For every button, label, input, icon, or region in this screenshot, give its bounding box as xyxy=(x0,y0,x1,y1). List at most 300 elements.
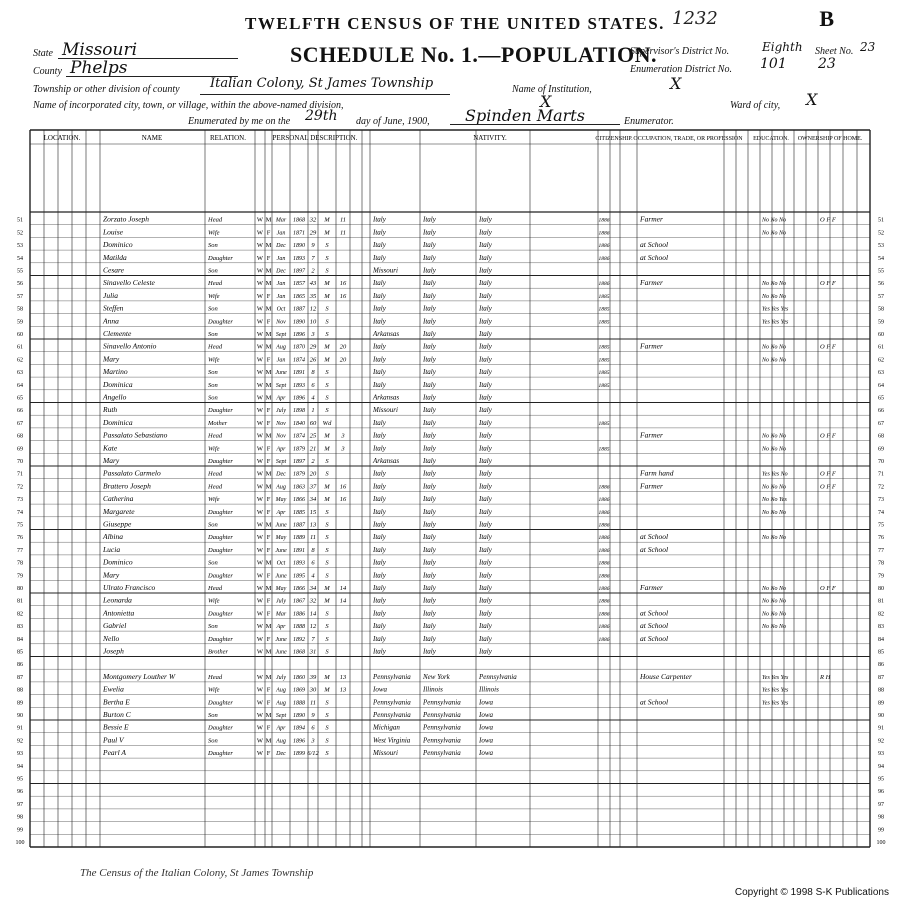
row-age: 32 xyxy=(309,597,317,605)
row-occupation: Farm hand xyxy=(640,468,674,478)
row-name: Burton C xyxy=(103,710,131,719)
row-occupation: Farmer xyxy=(640,214,663,224)
row-birth-month: Apr xyxy=(276,624,286,631)
row-line-number-right: 69 xyxy=(878,446,884,453)
row-marital: M xyxy=(324,280,330,288)
row-line-number-right: 88 xyxy=(878,687,884,694)
row-birth-year: 1857 xyxy=(293,281,305,288)
enumerator-label: Enumerator. xyxy=(624,116,674,127)
row-age: 6/12 xyxy=(307,750,319,758)
row-education: Yes Yes Yes xyxy=(762,674,789,681)
row-marital: M xyxy=(324,343,330,351)
row-line-number-right: 98 xyxy=(878,814,884,821)
row-line-number-right: 77 xyxy=(878,547,884,554)
row-birth-year: 1893 xyxy=(293,255,305,262)
row-color: W xyxy=(256,419,264,427)
row-birthplace: Italy xyxy=(373,596,386,605)
row-relation: Son xyxy=(208,369,218,377)
row-sex: M xyxy=(265,673,272,681)
row-birth-year: 1891 xyxy=(293,547,305,554)
row-birth-year: 1893 xyxy=(293,382,305,389)
row-name: Louise xyxy=(103,227,124,237)
row-birthplace: Pennsylvania xyxy=(373,672,411,681)
row-birthplace-father: Italy xyxy=(423,253,436,262)
row-name: Brattero Joseph xyxy=(103,481,151,491)
row-sex: M xyxy=(265,712,272,719)
row-name: Bessie E xyxy=(103,722,129,732)
row-line-number-right: 96 xyxy=(878,789,884,796)
row-line-number: 74 xyxy=(17,509,23,516)
row-birthplace: Michigan xyxy=(373,723,400,732)
state-value: Missouri xyxy=(62,40,138,60)
row-line-number: 99 xyxy=(17,827,23,834)
row-birth-month: May xyxy=(275,535,287,542)
row-sex: F xyxy=(266,546,271,554)
row-ownership: O F F xyxy=(820,432,836,440)
row-birthplace-father: Italy xyxy=(423,431,436,440)
row-sex: M xyxy=(265,305,272,313)
row-occupation: at School xyxy=(640,608,669,618)
row-birthplace-mother: Italy xyxy=(479,584,492,592)
row-years-married: 3 xyxy=(341,432,345,440)
row-line-number-right: 56 xyxy=(878,281,884,288)
row-birth-year: 1860 xyxy=(293,674,305,681)
row-marital: S xyxy=(325,546,329,554)
row-name: Mary xyxy=(103,354,120,364)
row-color: W xyxy=(256,292,264,300)
row-birth-month: Apr xyxy=(276,509,286,516)
row-line-number-right: 100 xyxy=(876,840,886,846)
row-birthplace-father: Italy xyxy=(423,444,436,453)
row-relation: Head xyxy=(208,673,223,681)
row-ownership: O F F xyxy=(820,280,836,288)
row-sex: M xyxy=(265,267,272,275)
row-birth-month: Oct xyxy=(276,560,286,567)
row-age: 6 xyxy=(311,381,315,389)
row-relation: Wife xyxy=(208,229,220,237)
row-ownership: O F F xyxy=(820,343,836,351)
ward-value: X xyxy=(806,90,818,109)
row-age: 2 xyxy=(311,267,315,275)
row-birth-year: 1885 xyxy=(293,509,305,516)
row-line-number-right: 65 xyxy=(878,395,884,402)
row-marital: S xyxy=(325,750,329,758)
row-relation: Son xyxy=(208,331,218,338)
copyright-notice: Copyright © 1998 S-K Publications xyxy=(734,887,889,898)
row-birthplace: Italy xyxy=(373,495,386,504)
row-marital: M xyxy=(324,445,330,453)
row-birthplace-mother: Italy xyxy=(479,520,492,529)
row-relation: Daughter xyxy=(208,508,233,516)
row-name: Gabriel xyxy=(103,621,127,631)
row-occupation: House Carpenter xyxy=(640,671,692,681)
row-occupation: at School xyxy=(640,532,669,542)
row-line-number-right: 89 xyxy=(878,700,884,707)
row-occupation: Farmer xyxy=(640,481,663,491)
row-line-number: 85 xyxy=(17,649,23,656)
row-name: Mary xyxy=(103,456,120,465)
row-name: Pearl A xyxy=(103,748,126,758)
row-immigration-year: 1886 xyxy=(598,636,610,643)
row-birth-year: 1869 xyxy=(293,687,305,694)
row-age: 34 xyxy=(309,496,317,504)
row-birthplace-mother: Italy xyxy=(479,406,492,415)
row-birth-month: Sept xyxy=(275,713,287,719)
row-color: W xyxy=(256,699,264,707)
row-immigration-year: 1885 xyxy=(598,420,610,427)
row-birthplace: Italy xyxy=(373,571,386,580)
row-age: 60 xyxy=(309,419,317,427)
row-line-number-right: 97 xyxy=(878,801,884,808)
row-line-number: 60 xyxy=(17,332,23,338)
row-relation: Wife xyxy=(208,292,220,300)
row-birthplace-father: Italy xyxy=(423,228,436,237)
row-birth-year: 1899 xyxy=(293,751,305,758)
row-birth-year: 1893 xyxy=(293,560,305,567)
row-line-number: 79 xyxy=(17,573,23,580)
row-education: No No No xyxy=(762,281,787,288)
row-age: 12 xyxy=(309,305,317,313)
row-ownership: O F F xyxy=(820,483,836,491)
row-line-number-right: 94 xyxy=(878,763,884,770)
row-birthplace-father: Italy xyxy=(423,393,436,402)
row-line-number-right: 60 xyxy=(878,332,884,338)
row-birth-month: July xyxy=(276,408,286,415)
row-birthplace: Italy xyxy=(373,241,386,250)
row-birthplace: Arkansas xyxy=(373,393,400,402)
row-marital: S xyxy=(325,572,329,580)
row-line-number: 67 xyxy=(17,420,23,427)
row-birthplace: Italy xyxy=(373,215,386,224)
row-birthplace-father: Italy xyxy=(423,469,436,478)
row-line-number-right: 91 xyxy=(878,725,884,732)
row-immigration-year: 1886 xyxy=(598,230,610,237)
row-age: 9 xyxy=(311,712,315,719)
row-occupation: at School xyxy=(640,252,669,262)
row-education: Yes Yes No xyxy=(762,471,788,478)
row-name: Sinavello Antonio xyxy=(103,341,157,351)
row-line-number-right: 74 xyxy=(878,509,884,516)
row-birth-year: 1865 xyxy=(293,293,305,300)
row-birthplace: Iowa xyxy=(373,685,387,694)
row-color: W xyxy=(256,737,264,745)
row-birthplace-mother: Iowa xyxy=(479,749,493,758)
row-age: 12 xyxy=(309,623,317,631)
row-relation: Daughter xyxy=(208,635,233,643)
row-birthplace-mother: Italy xyxy=(479,545,492,554)
row-sex: F xyxy=(266,724,271,732)
row-birth-year: 1897 xyxy=(293,459,305,465)
row-color: W xyxy=(256,585,264,592)
row-age: 8 xyxy=(311,546,315,554)
row-line-number: 86 xyxy=(17,662,23,669)
row-birth-year: 1890 xyxy=(293,319,305,326)
row-birthplace: Italy xyxy=(373,291,386,300)
row-marital: S xyxy=(325,369,329,377)
row-birthplace-mother: Italy xyxy=(479,253,492,262)
row-birthplace: Arkansas xyxy=(373,457,400,465)
row-immigration-year: 1886 xyxy=(598,255,610,262)
row-marital: S xyxy=(325,331,329,338)
row-occupation: at School xyxy=(640,633,669,643)
row-birth-year: 1863 xyxy=(293,484,305,491)
row-sex: F xyxy=(266,229,271,237)
row-birth-month: June xyxy=(275,649,287,656)
row-sex: F xyxy=(266,686,271,694)
row-line-number-right: 75 xyxy=(878,522,884,529)
row-line-number: 69 xyxy=(17,446,23,453)
row-years-married: 3 xyxy=(341,445,345,453)
row-birthplace-mother: Italy xyxy=(479,609,492,618)
row-relation: Head xyxy=(208,280,223,288)
row-color: W xyxy=(256,343,264,351)
row-birthplace-mother: Italy xyxy=(479,482,492,491)
row-birth-year: 1870 xyxy=(293,344,305,351)
row-age: 13 xyxy=(309,521,317,529)
row-birthplace-father: Italy xyxy=(423,266,436,275)
row-marital: M xyxy=(324,496,330,504)
row-marital: Wd xyxy=(322,419,332,427)
row-line-number: 88 xyxy=(17,687,23,694)
row-birth-month: Jan xyxy=(276,357,286,364)
sheet-label: Sheet No. xyxy=(815,46,854,57)
row-occupation: at School xyxy=(640,697,669,707)
row-birth-year: 1889 xyxy=(293,535,305,542)
row-birth-year: 1890 xyxy=(293,713,305,719)
row-education: No No No xyxy=(762,611,787,618)
row-relation: Daughter xyxy=(208,750,233,758)
row-line-number-right: 80 xyxy=(878,586,884,592)
row-birthplace-mother: Italy xyxy=(479,380,492,389)
row-name: Lucia xyxy=(103,544,121,554)
row-birth-month: Mar xyxy=(275,611,287,618)
row-birth-month: Aug xyxy=(276,484,286,491)
row-sex: M xyxy=(265,737,272,745)
row-age: 14 xyxy=(309,610,317,618)
row-immigration-year: 1886 xyxy=(598,560,610,567)
row-age: 39 xyxy=(309,673,317,681)
row-birthplace-mother: Italy xyxy=(479,647,492,656)
row-education: No No No xyxy=(762,509,787,516)
row-line-number: 96 xyxy=(17,789,23,796)
row-color: W xyxy=(256,407,264,415)
row-line-number: 62 xyxy=(17,357,23,364)
row-name: Zorzato Joseph xyxy=(103,214,150,224)
row-color: W xyxy=(256,381,264,389)
row-age: 3 xyxy=(311,331,315,338)
row-ownership: R H xyxy=(820,673,831,681)
county-label: County xyxy=(33,66,62,77)
row-color: W xyxy=(256,686,264,694)
row-marital: S xyxy=(325,737,329,745)
row-birthplace-father: Italy xyxy=(423,279,436,288)
row-birth-year: 1896 xyxy=(293,738,305,745)
row-sex: F xyxy=(266,597,271,605)
row-line-number-right: 63 xyxy=(878,370,884,377)
row-birthplace-father: Italy xyxy=(423,368,436,377)
section-personal: PERSONAL DESCRIPTION. xyxy=(272,134,358,142)
row-birthplace: Italy xyxy=(373,368,386,377)
row-line-number: 84 xyxy=(17,636,23,643)
row-relation: Son xyxy=(208,712,218,719)
row-birthplace-father: Italy xyxy=(423,622,436,631)
row-birthplace-father: Italy xyxy=(423,304,436,313)
row-marital: M xyxy=(324,673,330,681)
row-relation: Head xyxy=(208,483,223,491)
row-education: No No No xyxy=(762,344,787,351)
row-birthplace-father: Italy xyxy=(423,609,436,618)
row-birthplace-father: Pennsylvania xyxy=(423,736,461,745)
row-birth-month: Nov xyxy=(276,433,286,440)
census-title: TWELFTH CENSUS OF THE UNITED STATES. xyxy=(245,14,665,33)
row-education: No No No xyxy=(762,293,787,300)
row-birthplace: Italy xyxy=(373,228,386,237)
row-sex: F xyxy=(266,292,271,300)
row-birth-month: June xyxy=(275,573,287,580)
row-color: W xyxy=(256,712,264,719)
row-birthplace-mother: Italy xyxy=(479,444,492,453)
row-birthplace-father: Italy xyxy=(423,317,436,326)
row-immigration-year: 1886 xyxy=(598,522,610,529)
row-birthplace-father: Italy xyxy=(423,406,436,415)
row-birthplace-mother: Italy xyxy=(479,634,492,643)
row-birthplace-mother: Italy xyxy=(479,330,492,338)
row-color: W xyxy=(256,508,264,516)
row-birth-year: 1887 xyxy=(293,522,305,529)
row-birth-month: Jan xyxy=(276,293,286,300)
row-ownership: O F F xyxy=(820,470,836,478)
row-age: 10 xyxy=(309,318,317,326)
section-relation: RELATION. xyxy=(210,134,246,142)
row-birthplace-father: Italy xyxy=(423,330,436,338)
row-line-number: 91 xyxy=(17,725,23,732)
row-marital: S xyxy=(325,318,329,326)
row-education: No No No xyxy=(762,230,787,237)
row-birthplace: Italy xyxy=(373,279,386,288)
row-line-number: 92 xyxy=(17,738,23,745)
row-relation: Daughter xyxy=(208,458,233,465)
row-education: Yes Yes Yes xyxy=(762,319,789,326)
row-name: Paul V xyxy=(103,735,124,745)
row-birth-year: 1887 xyxy=(293,306,305,313)
row-years-married: 20 xyxy=(339,356,347,364)
row-years-married: 11 xyxy=(339,229,347,237)
row-marital: S xyxy=(325,267,329,275)
row-name: Martino xyxy=(103,367,128,377)
row-sex: M xyxy=(265,521,272,529)
row-birth-year: 1874 xyxy=(293,433,305,440)
row-name: Bertha E xyxy=(103,697,130,707)
row-name: Dominica xyxy=(103,417,133,427)
row-name: Steffen xyxy=(103,303,124,313)
row-color: W xyxy=(256,458,264,465)
row-sex: M xyxy=(265,648,272,656)
row-immigration-year: 1886 xyxy=(598,509,610,516)
row-color: W xyxy=(256,394,264,402)
row-sex: M xyxy=(265,242,272,250)
row-birthplace-father: Pennsylvania xyxy=(423,711,461,719)
row-sex: M xyxy=(265,483,272,491)
row-immigration-year: 1886 xyxy=(598,586,610,592)
row-color: W xyxy=(256,331,264,338)
row-birthplace: Italy xyxy=(373,317,386,326)
sheet-value: 23 xyxy=(860,40,876,54)
row-name: Passalato Sebastiano xyxy=(103,430,168,440)
row-age: 34 xyxy=(309,585,317,592)
row-line-number: 97 xyxy=(17,801,23,808)
row-birthplace: Italy xyxy=(373,304,386,313)
row-name: Dominico xyxy=(103,557,133,567)
row-birthplace: Italy xyxy=(373,444,386,453)
row-birth-month: Jan xyxy=(276,281,286,288)
row-marital: S xyxy=(325,470,329,478)
row-marital: S xyxy=(325,521,329,529)
row-birthplace-mother: Italy xyxy=(479,533,492,542)
row-birthplace-father: Italy xyxy=(423,457,436,465)
row-birthplace: Italy xyxy=(373,507,386,516)
row-occupation: Farmer xyxy=(640,278,663,288)
row-birth-month: Jan xyxy=(276,255,286,262)
row-birth-year: 1896 xyxy=(293,332,305,338)
row-color: W xyxy=(256,445,264,453)
institution-value: X xyxy=(670,74,682,93)
row-age: 20 xyxy=(309,470,317,478)
row-birth-year: 1867 xyxy=(293,598,305,605)
row-marital: S xyxy=(325,254,329,262)
row-birth-year: 1897 xyxy=(293,268,305,275)
row-color: W xyxy=(256,369,264,377)
ward-label: Ward of city, xyxy=(730,100,781,111)
row-sex: F xyxy=(266,407,271,415)
row-birthplace-father: New York xyxy=(423,672,450,681)
row-line-number-right: 71 xyxy=(878,471,884,478)
row-sex: M xyxy=(265,559,272,567)
row-immigration-year: 1886 xyxy=(598,611,610,618)
row-birthplace: Italy xyxy=(373,558,386,567)
row-name: Julia xyxy=(103,290,118,300)
row-birth-year: 1895 xyxy=(293,573,305,580)
row-birth-month: July xyxy=(276,598,286,605)
row-birthplace-mother: Iowa xyxy=(479,736,493,745)
row-marital: S xyxy=(325,623,329,631)
row-line-number: 63 xyxy=(17,370,23,377)
city-label: Name of incorporated city, town, or village, within the above-named division, xyxy=(33,100,344,111)
row-marital: S xyxy=(325,648,329,656)
row-birthplace-mother: Italy xyxy=(479,558,492,567)
row-line-number: 80 xyxy=(17,586,23,592)
row-immigration-year: 1885 xyxy=(598,319,610,326)
row-marital: S xyxy=(325,381,329,389)
row-line-number: 100 xyxy=(15,840,25,846)
row-birthplace-mother: Italy xyxy=(479,266,492,275)
row-relation: Daughter xyxy=(208,254,233,262)
row-line-number-right: 81 xyxy=(878,598,884,605)
row-birthplace-mother: Italy xyxy=(479,342,492,351)
row-education: No No No xyxy=(762,433,787,440)
row-line-number: 64 xyxy=(17,382,23,389)
row-birthplace-mother: Italy xyxy=(479,393,492,402)
row-age: 32 xyxy=(309,216,317,224)
row-years-married: 20 xyxy=(339,343,347,351)
row-birthplace: Pennsylvania xyxy=(373,698,411,707)
row-birthplace-father: Italy xyxy=(423,342,436,351)
row-line-number-right: 72 xyxy=(878,484,884,491)
row-marital: S xyxy=(325,534,329,542)
row-line-number: 73 xyxy=(17,497,23,504)
row-birthplace-mother: Italy xyxy=(479,304,492,313)
row-age: 9 xyxy=(311,242,315,250)
row-relation: Mother xyxy=(208,419,228,427)
